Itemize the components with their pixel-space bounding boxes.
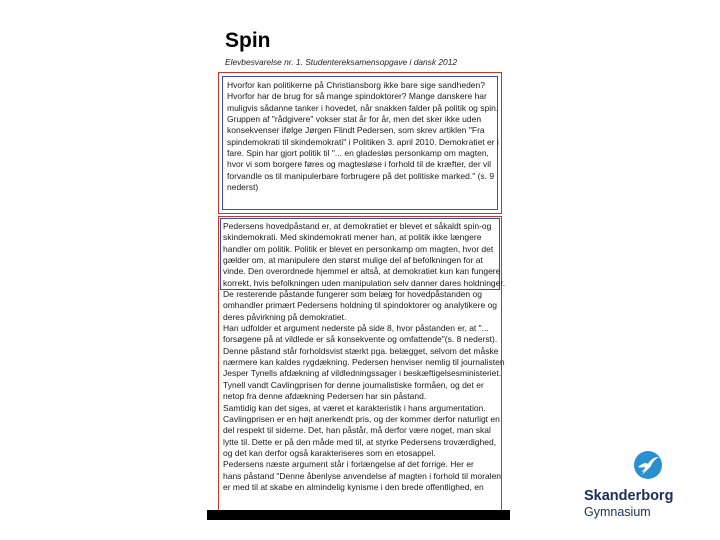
text-line: Jesper Tynells afdækning af vildledningssager i beskæftigelsesministeriet. (223, 368, 502, 379)
text-line: fare. Spin har gjort politik til "... en gladesløs personkamp om magten, (227, 148, 489, 159)
text-line: nederst) (227, 182, 259, 193)
text-line: Cavlingprisen er en højt anerkendt pris, og der kommer derfor naturligt en (223, 413, 500, 424)
text-line: De resterende påstande fungerer som belæg for hovedpåstanden og (223, 289, 482, 300)
text-line: konsekvenser ifølge Jørgen Flindt Pedersen, som skrev artiklen "Fra (227, 125, 485, 136)
text-line: netop fra denne afdækning Pedersen har sin påstand. (223, 391, 427, 402)
text-line: Hvorfor kan politikerne på Christiansborg ikke bare sige sandheden? (227, 80, 485, 90)
text-line: korrekt, hvis befolkningen uden manipulation selv danner dares holdninger. (223, 277, 506, 288)
introduction-text (227, 80, 499, 193)
text-line: skindemokrati. Med skindemokrati mener han, at politik ikke længere (223, 232, 482, 243)
text-line: handler om politik. Politik er blevet en personkamp om magten, hvor det (223, 243, 494, 254)
text-line: del respekt til siderne. Det, han påstår, må derfor være noget, man skal (223, 425, 491, 436)
document-title: Spin (225, 29, 271, 52)
text-line: Han udfolder et argument nederste på side 8, hvor påstanden er, at "... (223, 323, 489, 334)
document-page (207, 22, 510, 520)
page-bottom-bar (207, 510, 510, 520)
text-line: deres påvirkning på demokratiet. (223, 311, 347, 322)
text-line: muligvis sådanne tanker i hovedet, når snakken falder på politik og spin. (227, 102, 499, 113)
text-line: hvor vi som borgere føres og magtesløse i forhold til de kræfter, der vil (227, 159, 492, 170)
text-line: nærmere kan kaldes rygdækning. Pedersen henviser nemlig til journalisten (223, 357, 505, 368)
text-line: gælder om, at manipulere den størst mulige del af befolkningen for at (223, 255, 483, 266)
text-line: Tynell vandt Cavlingprisen for denne journalistiske formåen, og det er (223, 379, 484, 390)
text-line: forvandle os til manipulerbare forbrugere på det politiske marked." (s. 9 (227, 170, 495, 181)
text-line: Samtidig kan det siges, at været et karakteristik i hans argumentation. (223, 402, 486, 413)
text-line: omhandler primært Pedersens holdning til spindoktorer og analytikere og (223, 300, 498, 311)
text-line: spindemokrati til skindemokrati" i Politiken 3. april 2010. Demokratiet er i (227, 136, 499, 147)
analysis-text (223, 221, 505, 493)
school-subtitle: Gymnasium (584, 505, 651, 519)
text-line: vinde. Den overordnede hjemmel er altså, at demokratiet kun kan fungere (223, 266, 501, 277)
swallow-bird-icon (633, 450, 663, 480)
text-line: Pedersens næste argument står i forlængelse af det forrige. Her er (223, 459, 474, 470)
document-subtitle: Elevbesvarelse nr. 1. Studentereksamensopgave i dansk 2012 (225, 57, 458, 67)
text-line: forsøgene på at vildlede er så konsekvente og omfattende"(s. 8 nederst). (223, 334, 498, 345)
text-line: og det kan derfor også karakteriseres som en etosappel. (223, 447, 436, 458)
text-line: er med til at skabe en almindelig kynisme i den brede offentlighed, en (223, 481, 484, 492)
text-line: Gruppen af "rådgivere" vokser stat år for år, men det sker ikke uden (227, 114, 482, 125)
text-line: lytte til. Dette er på den måde med til, at styrke Pedersens troværdighed, (223, 436, 497, 447)
text-line: Pedersens hovedpåstand er, at demokratiet er blevet et såkaldt spin-og (223, 221, 492, 231)
school-name: Skanderborg (584, 488, 674, 504)
text-line: hans påstand "Denne åbenlyse anvendelse af magten i forhold til moralen (223, 470, 502, 481)
text-line: Denne påstand står forholdsvist stærkt pga. belægget, selvom det måske (223, 345, 499, 356)
text-line: Hvorfor har de brug for så mange spindoktorer? Mange danskere har (227, 91, 487, 102)
